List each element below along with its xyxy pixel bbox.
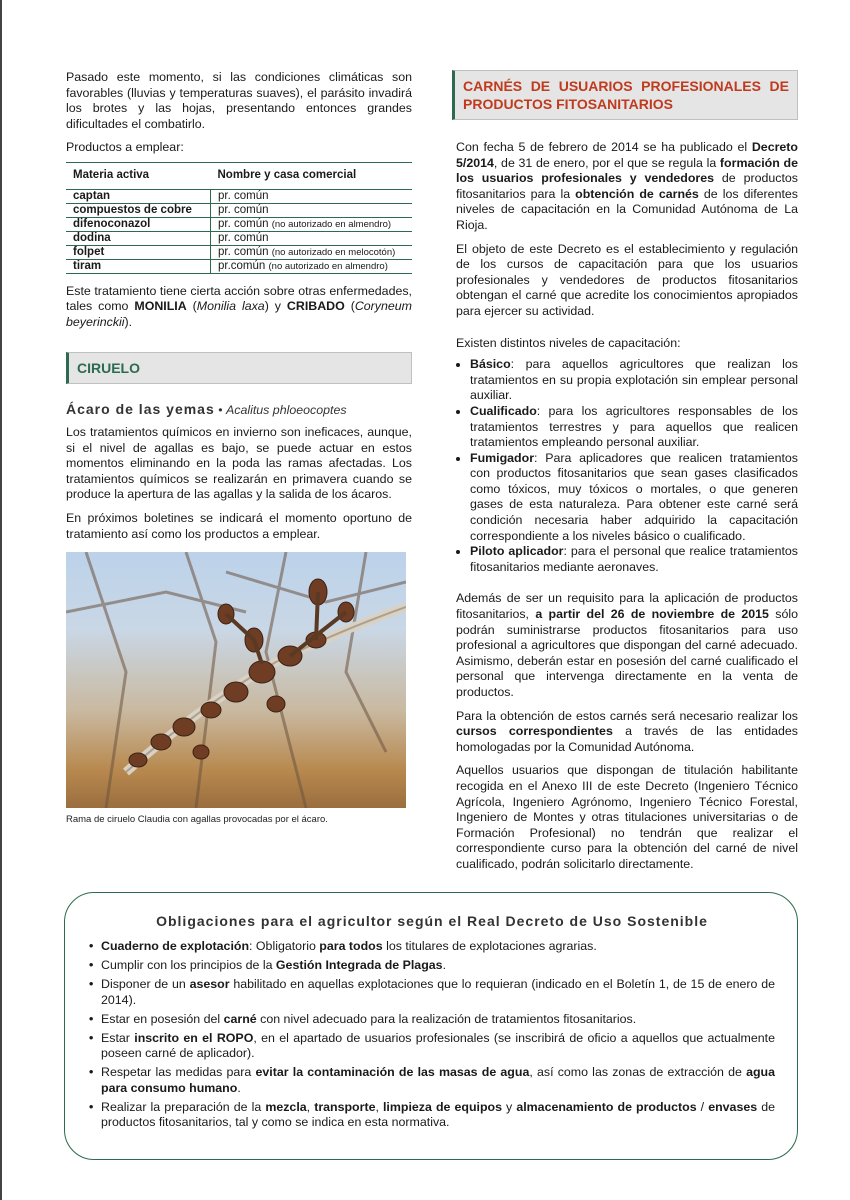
- nombre-cell: pr. común: [211, 231, 413, 245]
- obligations-list: [101, 939, 775, 1134]
- list-item: • Básico: para aquellos agricultores que realizan los tratamientos en su propia explotación sin emplear personal auxiliar.: [470, 357, 798, 404]
- levels-intro: Existen distintos niveles de capacitación:: [456, 335, 681, 350]
- obligations-box: [64, 892, 798, 1160]
- table-row: [66, 203, 412, 217]
- ciruelo-paragraph-2: En próximos boletines se indicará el momento oportuno de tratamiento así como los productos a emplear.: [66, 510, 412, 541]
- nombre-cell: pr. común: [211, 203, 413, 217]
- ciruelo-section-header: CIRUELO: [66, 352, 412, 384]
- table-row: [66, 231, 412, 245]
- materia-cell: difenoconazol: [66, 217, 211, 231]
- ciruelo-paragraph-1: Los tratamientos químicos en invierno son ineficaces, aunque, si el nivel de agallas es bajo, se puede actuar en estos momentos eliminando en la poda las ramas afectadas. Los tratamientos químicos se realizarán en primavera cuando se produce la apertura de las agallas y la salida de los ácaros.: [66, 424, 412, 502]
- intro-paragraph: Pasado este momento, si las condiciones climáticas son favorables (lluvias y temperaturas suaves), el parásito invadirá los brotes y las hojas, presentando entonces grandes dificultades el combatirlo.: [66, 70, 412, 131]
- nombre-cell: pr.común (no autorizado en almendro): [211, 259, 413, 273]
- decree-paragraph: Con fecha 5 de febrero de 2014 se ha publicado el Decreto 5/2014, de 31 de enero, por el que se regula la formación de los usuarios profesionales y vendedores de productos fitosanitarios para la obtención de carnés de los diferentes niveles de capacitación en la Comunidad Autónoma de La Rioja.: [456, 140, 798, 232]
- requirement-paragraph: Además de ser un requisito para la aplicación de productos fitosanitarios, a partir del 26 de noviembre de 2015 sólo podrán suministrarse productos fitosanitarios para uso profesional a agricultores que dispongan del carné adecuado. Asimismo, deberán estar en posesión del carné cualificado el personal que intervenga directamente en la venta de productos.: [456, 591, 798, 699]
- list-item: • Realizar la preparación de la mezcla, transporte, limpieza de equipos y almacenamiento de productos / envases de productos fitosanitarios, tal y como se indica en esta normativa.: [101, 1100, 775, 1131]
- nombre-cell: pr. común: [211, 189, 413, 203]
- list-item: • Fumigador: Para aplicadores que realicen tratamientos con productos fitosanitarios que sean gases clasificados como tóxicos, muy tóxicos o mortales, o que generen gases de esta naturaleza. Para obtener este carné será condición necesaria haber adquirido la capacitación correspondiente a los niveles básico o cualificado.: [470, 451, 798, 545]
- other-diseases-paragraph: Este tratamiento tiene cierta acción sobre otras enfermedades, tales como MONILIA (Monilia laxa) y CRIBADO (Coryneum beyerinckii).: [66, 283, 412, 329]
- plum-branch-illustration: [66, 552, 406, 808]
- left-column: [66, 70, 412, 828]
- photo-caption: Rama de ciruelo Claudia con agallas provocadas por el ácaro.: [66, 814, 328, 826]
- list-item: • Estar en posesión del carné con nivel adecuado para la realización de tratamientos fitosanitarios.: [101, 1012, 775, 1028]
- products-label: Productos a emplear:: [66, 140, 184, 155]
- objective-paragraph: El objeto de este Decreto es el establecimiento y regulación de los cursos de capacitación para que los usuarios profesionales y vendedores de productos fitosanitarios obtengan el carné que acredite los conocimientos apropiados para ejercer su actividad.: [456, 241, 798, 318]
- table-header-row: [66, 162, 412, 189]
- materia-cell: folpet: [66, 245, 211, 259]
- table-header-materia: Materia activa: [66, 162, 211, 189]
- list-item: • Cualificado: para los agricultores responsables de los tratamientos terrestres y para aquellos que realicen tratamientos empleando personal auxiliar.: [470, 404, 798, 451]
- table-row: [66, 189, 412, 203]
- obligations-title: Obligaciones para el agricultor según el Real Decreto de Uso Sostenible: [156, 913, 708, 929]
- right-column: [456, 70, 798, 881]
- materia-cell: captan: [66, 189, 211, 203]
- carnes-section-header: CARNÉS DE USUARIOS PROFESIONALES DE PRODUCTOS FITOSANITARIOS: [452, 70, 798, 120]
- list-item: • Cuaderno de explotación: Obligatorio para todos los titulares de explotaciones agrarias.: [101, 939, 775, 955]
- table-header-nombre: Nombre y casa comercial: [211, 162, 413, 189]
- pest-title: Ácaro de las yemas • Acalitus phloeocoptes: [66, 401, 347, 418]
- table-row: [66, 245, 412, 259]
- list-item: • Respetar las medidas para evitar la contaminación de las masas de agua, así como las zonas de extracción de agua para consumo humano.: [101, 1065, 775, 1096]
- materia-cell: dodina: [66, 231, 211, 245]
- list-item: • Cumplir con los principios de la Gestión Integrada de Plagas.: [101, 958, 775, 974]
- materia-cell: compuestos de cobre: [66, 203, 211, 217]
- list-item: • Piloto aplicador: para el personal que realice tratamientos fitosanitarios mediante aeronaves.: [470, 544, 798, 575]
- nombre-cell: pr. común (no autorizado en melocotón): [211, 245, 413, 259]
- plum-branch-photo: [66, 552, 406, 808]
- materia-cell: tiram: [66, 259, 211, 273]
- table-row: [66, 259, 412, 273]
- page-left-edge: [0, 0, 2, 1200]
- nombre-cell: pr. común (no autorizado en almendro): [211, 217, 413, 231]
- list-item: • Estar inscrito en el ROPO, en el apartado de usuarios profesionales (se inscribirá de oficio a aquellos que actualmente poseen carné de aplicador).: [101, 1031, 775, 1062]
- list-item: • Disponer de un asesor habilitado en aquellas explotaciones que lo requieran (indicado en el Boletín 1, de 15 de enero de 2014).: [101, 977, 775, 1008]
- courses-paragraph: Para la obtención de estos carnés será necesario realizar los cursos correspondientes a través de las entidades homologadas por la Comunidad Autónoma.: [456, 708, 798, 754]
- products-table: [66, 162, 412, 274]
- levels-list: [456, 357, 798, 575]
- table-row: [66, 217, 412, 231]
- titulation-paragraph: Aquellos usuarios que dispongan de titulación habilitante recogida en el Anexo III de este Decreto (Ingeniero Técnico Agrícola, Ingeniero Agrónomo, Ingeniero Técnico Forestal, Ingeniero de Montes y otras titulaciones universitarias o de Formación Profesional) no tendrán que realizar el correspondiente curso para la obtención del carné de nivel cualificado, podrán solicitarlo directamente.: [456, 763, 798, 871]
